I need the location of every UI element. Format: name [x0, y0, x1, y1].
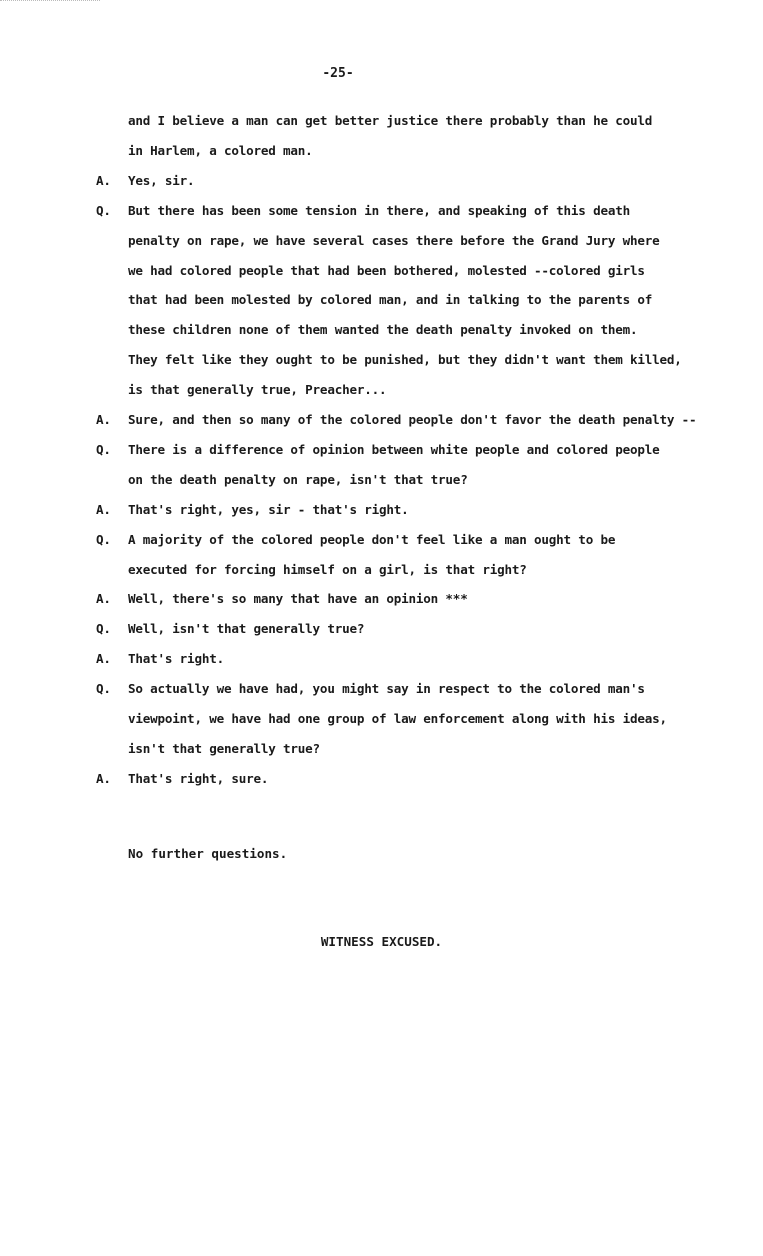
line-text: But there has been some tension in there, and speaking of this death [128, 202, 630, 218]
line-text: Sure, and then so many of the colored people don't favor the death penalty -- [128, 412, 697, 427]
line-text: these children none of them wanted the death penalty invoked on them. [128, 322, 638, 338]
transcript-line [0, 263, 763, 279]
speaker-label: Q. [96, 202, 111, 218]
speaker-label: Q. [96, 441, 111, 457]
transcript-line [0, 203, 763, 219]
transcript-line [0, 113, 763, 129]
transcript-line [0, 771, 763, 787]
scan-edge-mark [0, 0, 100, 1]
transcript-line [0, 502, 763, 518]
line-text: that had been molested by colored man, and in talking to the parents of [128, 292, 653, 308]
line-text: They felt like they ought to be punished, but they didn't want them killed, [128, 352, 682, 368]
line-text: is that generally true, Preacher... [128, 382, 387, 398]
line-text: penalty on rape, we have several cases there before the Grand Jury where [128, 232, 660, 248]
line-text: That's right. [128, 651, 224, 667]
transcript-line [0, 382, 763, 398]
line-text: on the death penalty on rape, isn't that true? [128, 471, 468, 487]
transcript-line [0, 591, 763, 607]
speaker-label: Q. [96, 621, 111, 637]
transcript-line [0, 292, 763, 308]
line-text: There is a difference of opinion between white people and colored people [128, 441, 660, 457]
line-text: Well, isn't that generally true? [128, 621, 365, 637]
line-text: So actually we have had, you might say in respect to the colored man's [128, 681, 645, 697]
transcript-line [0, 352, 763, 368]
line-text: we had colored people that had been bothered, molested --colored girls [128, 262, 645, 278]
transcript-line [0, 681, 763, 697]
line-text: Yes, sir. [128, 172, 195, 188]
speaker-label: A. [96, 172, 111, 188]
transcript-line [0, 621, 763, 637]
transcript-line [0, 233, 763, 249]
speaker-label: Q. [96, 681, 111, 697]
transcript-line [0, 322, 763, 338]
line-text: and I believe a man can get better justice there probably than he could [128, 113, 653, 128]
line-text: viewpoint, we have had one group of law enforcement along with his ideas, [128, 711, 667, 726]
speaker-label: A. [96, 770, 111, 786]
line-text: A majority of the colored people don't feel like a man ought to be [128, 531, 616, 547]
transcript-line [0, 562, 763, 578]
transcript-line [0, 143, 763, 159]
line-text: isn't that generally true? [128, 740, 320, 756]
transcript-line [0, 741, 763, 757]
speaker-label: A. [96, 501, 111, 517]
closing-statement: No further questions. [128, 846, 288, 861]
speaker-label: A. [96, 651, 111, 667]
line-text: Well, there's so many that have an opinion *** [128, 591, 468, 607]
transcript-line [0, 651, 763, 667]
speaker-label: A. [96, 412, 111, 427]
speaker-label: A. [96, 591, 111, 607]
speaker-label: Q. [96, 531, 111, 547]
page-number: -25- [322, 66, 354, 81]
transcript-line [0, 442, 763, 458]
line-text: That's right, sure. [128, 770, 269, 786]
witness-excused: WITNESS EXCUSED. [320, 934, 443, 949]
line-text: That's right, yes, sir - that's right. [128, 501, 409, 517]
transcript-line [0, 711, 763, 727]
transcript-line [0, 412, 763, 428]
line-text: executed for forcing himself on a girl, is that right? [128, 561, 527, 577]
transcript-line [0, 173, 763, 189]
transcript-line [0, 472, 763, 488]
line-text: in Harlem, a colored man. [128, 142, 313, 158]
transcript-line [0, 532, 763, 548]
